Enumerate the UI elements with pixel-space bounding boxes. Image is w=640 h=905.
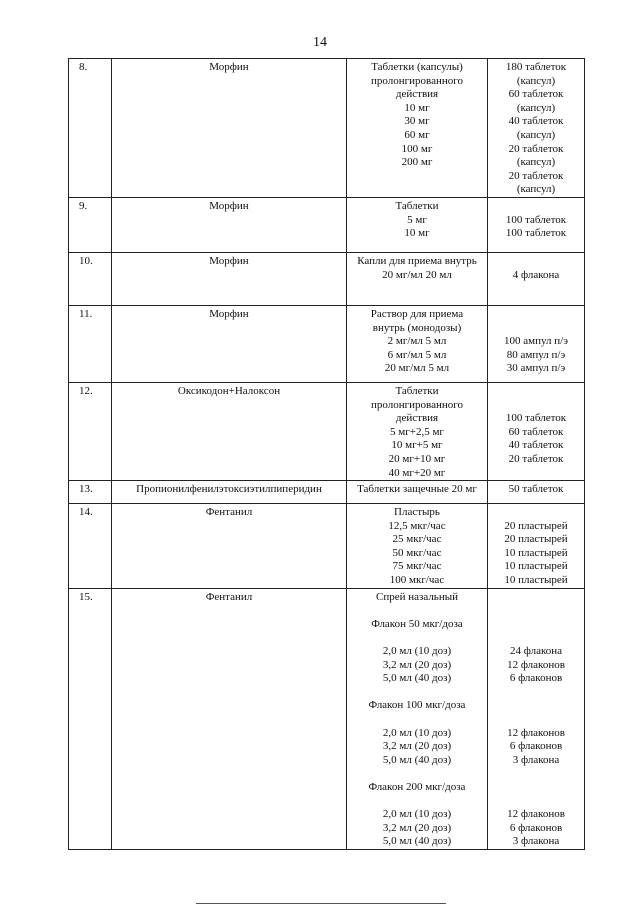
quantity-line: 10 пластырей <box>504 574 568 587</box>
dosage-form-line <box>350 767 484 781</box>
quantity-line: 10 пластырей <box>504 546 568 559</box>
quantity-cell <box>488 252 585 305</box>
drug-table-body <box>69 59 585 850</box>
dosage-form-line <box>350 631 484 645</box>
quantity-line <box>491 795 581 809</box>
quantity-line: 50 таблеток <box>508 483 564 496</box>
dosage-form-line: 100 мкг/час <box>389 574 445 587</box>
row-number: 8. <box>69 59 112 198</box>
quantity-line: 20 таблеток <box>508 452 564 465</box>
dosage-form-line: 20 мг+10 мг <box>388 452 446 465</box>
dosage-form-line: 10 мг <box>404 227 430 240</box>
quantity-line <box>491 767 581 781</box>
quantity-cell <box>488 382 585 480</box>
dosage-form-cell <box>347 504 488 589</box>
table-row <box>69 504 585 589</box>
dosage-form-line: Пластырь <box>394 506 440 519</box>
quantity-line <box>491 781 581 795</box>
quantity-line: 100 ампул п/э <box>504 335 568 348</box>
table-row <box>69 382 585 480</box>
quantity-line: 20 таблеток <box>508 142 564 155</box>
dosage-form-line: 20 мг/мл 20 мл <box>382 268 452 281</box>
dosage-form-line: 5 мг <box>407 213 427 226</box>
quantity-line: 60 таблеток <box>508 88 564 101</box>
quantity-line <box>491 506 581 520</box>
quantity-line <box>491 399 581 413</box>
dosage-form-line: 3,2 мл (20 доз) <box>382 658 452 671</box>
drug-name: Морфин <box>112 305 347 382</box>
quantity-line: 12 флаконов <box>507 726 565 739</box>
dosage-form-line: 20 мг/мл 5 мл <box>384 362 450 375</box>
dosage-form-line: Таблетки защечные 20 мг <box>357 483 477 496</box>
dosage-form-line: 5 мг+2,5 мг <box>390 425 444 438</box>
quantity-line: 24 флакона <box>509 645 563 658</box>
drug-name: Морфин <box>112 197 347 252</box>
row-number: 15. <box>69 588 112 849</box>
row-number: 12. <box>69 382 112 480</box>
drug-name: Морфин <box>112 252 347 305</box>
quantity-line <box>491 686 581 700</box>
dosage-form-line: 30 мг <box>404 115 430 128</box>
quantity-line <box>491 713 581 727</box>
quantity-line <box>491 591 581 605</box>
page-number: 14 <box>313 35 327 50</box>
drug-name: Пропионилфенилэтоксиэтилпиперидин <box>112 481 347 504</box>
quantity-line <box>491 322 581 336</box>
quantity-line: 40 таблеток <box>508 115 564 128</box>
table-row <box>69 197 585 252</box>
quantity-line: (капсул) <box>516 101 556 114</box>
quantity-line: 40 таблеток <box>508 439 564 452</box>
dosage-form-line: 50 мкг/час <box>392 546 442 559</box>
dosage-form-line: действия <box>395 88 439 101</box>
dosage-form-line: Капли для приема внутрь <box>357 254 477 267</box>
quantity-cell <box>488 481 585 504</box>
dosage-form-line: 25 мкг/час <box>392 533 442 546</box>
dosage-form-line: 3,2 мл (20 доз) <box>382 821 452 834</box>
dosage-form-line: Таблетки <box>395 199 439 212</box>
quantity-line <box>491 385 581 399</box>
dosage-form-line: Флакон 50 мкг/доза <box>371 617 463 630</box>
dosage-form-line: 12,5 мкг/час <box>388 519 446 532</box>
quantity-line <box>491 631 581 645</box>
quantity-line: 12 флаконов <box>507 808 565 821</box>
dosage-form-cell <box>347 252 488 305</box>
dosage-form-line: 2,0 мл (10 доз) <box>382 726 452 739</box>
dosage-form-line: 6 мг/мл 5 мл <box>387 348 447 361</box>
quantity-cell <box>488 504 585 589</box>
table-row <box>69 305 585 382</box>
dosage-form-line: пролонгированного <box>371 74 463 87</box>
dosage-form-line: действия <box>395 412 439 425</box>
dosage-form-line: 75 мкг/час <box>392 560 442 573</box>
quantity-line: 12 флаконов <box>507 658 565 671</box>
quantity-line: 20 пластырей <box>504 519 568 532</box>
row-number: 9. <box>69 197 112 252</box>
quantity-line: 6 флаконов <box>509 821 563 834</box>
dosage-form-line <box>350 795 484 809</box>
dosage-form-line: 5,0 мл (40 доз) <box>382 835 452 848</box>
dosage-form-line: 100 мг <box>401 142 433 155</box>
bottom-rule <box>196 903 446 904</box>
dosage-form-line <box>350 604 484 618</box>
dosage-form-line: 5,0 мл (40 доз) <box>382 753 452 766</box>
dosage-form-line <box>350 686 484 700</box>
dosage-form-line: 5,0 мл (40 доз) <box>382 672 452 685</box>
quantity-line: (капсул) <box>516 74 556 87</box>
drug-name: Фентанил <box>112 588 347 849</box>
dosage-form-cell <box>347 588 488 849</box>
quantity-line: (капсул) <box>516 128 556 141</box>
quantity-line: 30 ампул п/э <box>506 362 566 375</box>
quantity-cell <box>488 588 585 849</box>
quantity-line <box>491 618 581 632</box>
quantity-line: 10 пластырей <box>504 560 568 573</box>
quantity-line: 20 пластырей <box>504 533 568 546</box>
drug-name: Морфин <box>112 59 347 198</box>
quantity-line: 180 таблеток <box>505 61 567 73</box>
drug-name: Фентанил <box>112 504 347 589</box>
dosage-form-cell <box>347 382 488 480</box>
quantity-line: 100 таблеток <box>505 213 567 226</box>
quantity-line: 4 флакона <box>512 268 560 281</box>
dosage-form-line: 10 мг+5 мг <box>391 439 443 452</box>
dosage-form-line: 40 мг+20 мг <box>388 466 446 479</box>
quantity-line: (капсул) <box>516 183 556 196</box>
dosage-form-line: 2,0 мл (10 доз) <box>382 808 452 821</box>
dosage-form-line: 3,2 мл (20 доз) <box>382 740 452 753</box>
table-row <box>69 59 585 198</box>
drug-table <box>68 58 585 850</box>
row-number: 10. <box>69 252 112 305</box>
quantity-line: 6 флаконов <box>509 672 563 685</box>
quantity-line <box>491 255 581 269</box>
dosage-form-line: пролонгированного <box>371 398 463 411</box>
dosage-form-cell <box>347 481 488 504</box>
table-row <box>69 481 585 504</box>
quantity-line: 3 флакона <box>512 835 560 848</box>
quantity-line: 100 таблеток <box>505 227 567 240</box>
quantity-line <box>491 308 581 322</box>
dosage-form-line: 10 мг <box>404 101 430 114</box>
quantity-line: 6 флаконов <box>509 740 563 753</box>
dosage-form-line: 2 мг/мл 5 мл <box>387 335 447 348</box>
row-number: 13. <box>69 481 112 504</box>
dosage-form-line: Раствор для приема <box>370 307 464 320</box>
dosage-form-line: внутрь (монодозы) <box>372 321 462 334</box>
dosage-form-line: 200 мг <box>401 156 433 169</box>
table-row <box>69 588 585 849</box>
row-number: 14. <box>69 504 112 589</box>
table-row <box>69 252 585 305</box>
dosage-form-line: 60 мг <box>404 128 430 141</box>
quantity-line: 80 ампул п/э <box>506 348 566 361</box>
dosage-form-line: 2,0 мл (10 доз) <box>382 645 452 658</box>
quantity-line: (капсул) <box>516 156 556 169</box>
quantity-cell <box>488 197 585 252</box>
quantity-line: 3 флакона <box>512 753 560 766</box>
dosage-form-line: Флакон 200 мкг/доза <box>368 780 466 793</box>
quantity-line <box>491 604 581 618</box>
dosage-form-line: Таблетки <box>395 384 439 397</box>
dosage-form-line: Флакон 100 мкг/доза <box>368 699 466 712</box>
dosage-form-cell <box>347 305 488 382</box>
quantity-cell <box>488 59 585 198</box>
dosage-form-line: Таблетки (капсулы) <box>371 61 463 73</box>
quantity-cell <box>488 305 585 382</box>
dosage-form-line <box>350 713 484 727</box>
quantity-line: 20 таблеток <box>508 169 564 182</box>
dosage-form-cell <box>347 197 488 252</box>
row-number: 11. <box>69 305 112 382</box>
quantity-line <box>491 200 581 214</box>
quantity-line: 100 таблеток <box>505 412 567 425</box>
drug-name: Оксикодон+Налоксон <box>112 382 347 480</box>
dosage-form-line: Спрей назальный <box>375 590 458 603</box>
dosage-form-cell <box>347 59 488 198</box>
quantity-line <box>491 699 581 713</box>
quantity-line: 60 таблеток <box>508 425 564 438</box>
